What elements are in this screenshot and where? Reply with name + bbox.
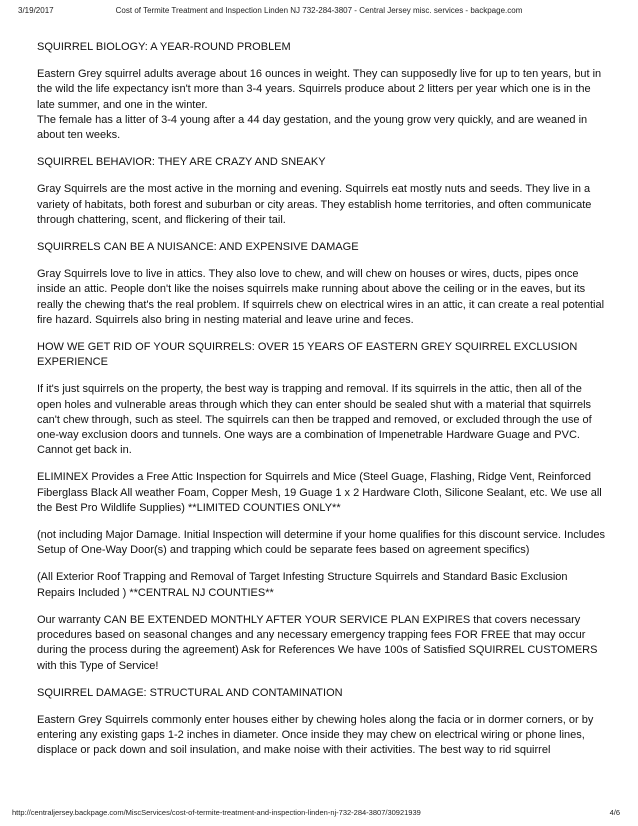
heading-damage: SQUIRREL DAMAGE: STRUCTURAL AND CONTAMINATION [37, 686, 343, 699]
paragraph-removal: If it's just squirrels on the property, the best way is trapping and removal. If its squirrels in the attic, then all of the open holes and vulnerable areas through which they can enter should be sealed shut with a material that squirrels can't chew through, such as steel. The squirrels can then be trapped and removed, or excluded through the use of one-way exclusion doors and tunnels. One ways are a combination of Impenetrable Hardware Guage and PVC. Cannot get back in. [37, 383, 592, 457]
paragraph-exterior-roof: (All Exterior Roof Trapping and Removal of Target Infesting Structure Squirrels and Standard Basic Exclusion Repairs Included ) **CENTRAL NJ COUNTIES** [37, 571, 568, 599]
page-header [18, 6, 620, 20]
paragraph-not-including: (not including Major Damage. Initial Inspection will determine if your home qualifies for this discount service. Includes Setup of One-Way Door(s) and trapping which could be separate fees based on agreement specifics) [37, 529, 605, 557]
source-url[interactable]: http://centraljersey.backpage.com/MiscServices/cost-of-termite-treatment-and-inspection-linden-nj-732-284-3807/30921939 [12, 808, 421, 817]
page-footer [12, 808, 620, 820]
heading-nuisance: SQUIRRELS CAN BE A NUISANCE: AND EXPENSIVE DAMAGE [37, 241, 359, 254]
paragraph-female-litter: The female has a litter of 3-4 young after a 44 day gestation, and the young grow very quickly, and are weaned in about ten weeks. [37, 113, 588, 142]
page-title: Cost of Termite Treatment and Inspection Linden NJ 732-284-3807 - Central Jersey misc. services - backpage.com [115, 6, 523, 15]
paragraph-warranty: Our warranty CAN BE EXTENDED MONTHLY AFTER YOUR SERVICE PLAN EXPIRES that covers necessary procedures based on seasonal changes and any necessary emergency trapping fees FOR FREE that may occur during the process during the agreement) Ask for References We have 100s of Satisfied SQUIRREL CUSTOMERS with this Type of Service! [37, 613, 598, 672]
paragraph-biology-text: Eastern Grey squirrel adults average about 16 ounces in weight. They can supposedly live for up to ten years, but in the wild the life expectancy isn't more than 3-4 years. Squirrels produce about 2 litters per year which one is in the late summer, and one in the winter. [37, 68, 602, 111]
paragraph-behavior: Gray Squirrels are the most active in the morning and evening. Squirrels eat mostly nuts and seeds. They live in a variety of habitats, both forest and suburban or city areas. They establish home territories, and often communicate through chattering, scent, and flickering of their tail. [37, 183, 592, 226]
paragraph-damage: Eastern Grey Squirrels commonly enter houses either by chewing holes along the facia or in dormer corners, or by entering any existing gaps 1-2 inches in diameter. Once inside they may chew on electrical wiring or phone lines, displace or pack down and soil insulation, and make noise with their activities. The best way to rid squirrel [37, 713, 594, 757]
paragraph-nuisance: Gray Squirrels love to live in attics. They also love to chew, and will chew on houses or wires, ducts, pipes once inside an attic. People don't like the noises squirrels make running about above the ceiling or in the eaves, but its really the chewing that's the real problem. If squirrels chew on electrical wires in an attic, it can create a real potential fire hazard. Squirrels also bring in nesting material and leave urine and feces. [37, 268, 605, 326]
print-date: 3/19/2017 [18, 6, 54, 15]
paragraph-eliminex: ELIMINEX Provides a Free Attic Inspection for Squirrels and Mice (Steel Guage, Flashing, Ridge Vent, Reinforced Fiberglass Black All weather Foam, Copper Mesh, 19 Guage 1 x 2 Hardware Cloth, Silicone Sealant, etc. We use all the Best Pro Wildlife Supplies) **LIMITED COUNTIES ONLY** [37, 471, 602, 514]
paragraph-biology [37, 67, 605, 143]
heading-biology: SQUIRREL BIOLOGY: A YEAR-ROUND PROBLEM [37, 41, 291, 53]
heading-behavior: SQUIRREL BEHAVIOR: THEY ARE CRAZY AND SNEAKY [37, 156, 326, 169]
heading-removal: HOW WE GET RID OF YOUR SQUIRRELS: OVER 15 YEARS OF EASTERN GREY SQUIRREL EXCLUSION EXPERIENCE [37, 341, 578, 369]
page-number: 4/6 [609, 808, 620, 817]
article-body [37, 40, 605, 802]
